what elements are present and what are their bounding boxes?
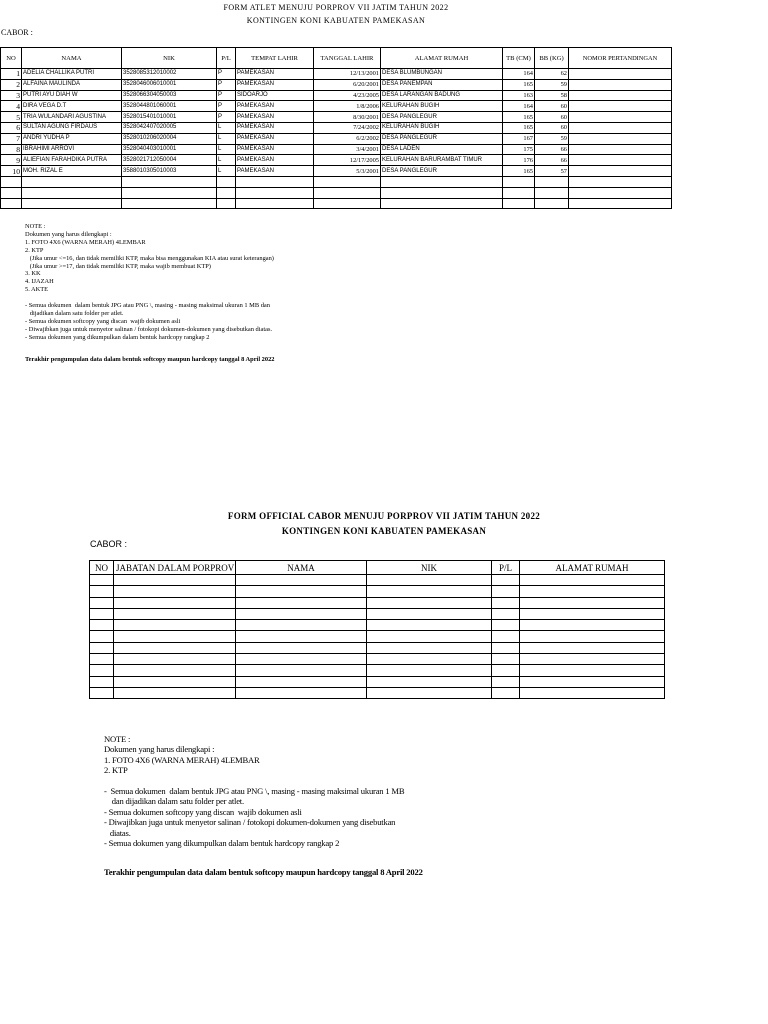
cell-tanggal-lahir: 12/17/2005 <box>314 155 381 166</box>
empty-cell <box>520 665 665 676</box>
empty-cell <box>535 187 569 198</box>
col-nama-header: NAMA <box>22 48 122 69</box>
empty-cell <box>367 665 492 676</box>
cell-nama: IBRAHIMI ARROVI <box>22 144 122 155</box>
empty-cell <box>236 631 367 642</box>
cell-pl: P <box>217 69 236 80</box>
official-col-nama-header: NAMA <box>236 561 367 575</box>
cell-nomor-pertandingan <box>569 166 672 177</box>
empty-cell <box>503 187 535 198</box>
empty-cell <box>492 586 520 597</box>
cell-alamat: KELURAHAN BUGIH <box>381 101 503 112</box>
table-row <box>1 79 672 90</box>
cell-tb: 165 <box>503 79 535 90</box>
empty-cell <box>236 620 367 631</box>
cell-tempat-lahir: PAMEKASAN <box>236 79 314 90</box>
empty-cell <box>236 642 367 653</box>
official-form-subtitle: KONTINGEN KONI KABUATEN PAMEKASAN <box>281 526 487 536</box>
cell-alamat: DESA BLUMBUNGAN <box>381 69 503 80</box>
cell-tb: 165 <box>503 122 535 133</box>
cell-nomor-pertandingan <box>569 69 672 80</box>
empty-cell <box>217 187 236 198</box>
empty-cell <box>114 586 236 597</box>
empty-cell <box>503 176 535 187</box>
col-bb-header: BB (KG) <box>535 48 569 69</box>
cell-nama: TRIA WULANDARI AGUSTINA <box>22 112 122 123</box>
official-col-nik-header: NIK <box>367 561 492 575</box>
empty-cell <box>492 676 520 687</box>
cell-bb: 59 <box>535 133 569 144</box>
empty-table-row <box>1 176 672 187</box>
cell-tempat-lahir: PAMEKASAN <box>236 155 314 166</box>
empty-cell <box>90 597 114 608</box>
cell-nama: ANDRI YUDHA P <box>22 133 122 144</box>
cell-nomor-pertandingan <box>569 155 672 166</box>
cell-alamat: DESA PANGLEGUR <box>381 112 503 123</box>
official-note: NOTE : Dokumen yang harus dilengkapi : 1. FOTO 4X6 (WARNA MERAH) 4LEMBAR 2. KTP - Semua dokumen dalam bentuk JPG atau PNG \, masing - masing maksimal ukuran 1 MB dan dijadikan dalam satu folder per atlet. - Semua dokumen softcopy yang discan wajib dokumen asli - Diwajibkan juga untuk menyetor salinan / fotokopi dokumen-dokumen yang disebutkan diatas. - Semua dokumen yang dikumpulkan dalam bentuk hardcopy rangkap 2 <box>104 734 405 849</box>
cell-nama: ALFAINA MAULINDA <box>22 79 122 90</box>
empty-cell <box>236 586 367 597</box>
empty-table-row <box>90 642 665 653</box>
empty-cell <box>314 198 381 209</box>
cell-nik: 3528085312010002 <box>122 69 217 80</box>
cell-alamat: KELURAHAN BARURAMBAT TIMUR <box>381 155 503 166</box>
empty-cell <box>535 198 569 209</box>
cell-tb: 175 <box>503 144 535 155</box>
col-nik-header: NIK <box>122 48 217 69</box>
table-row <box>1 155 672 166</box>
cell-tanggal-lahir: 12/13/2001 <box>314 69 381 80</box>
cell-pl: L <box>217 166 236 177</box>
empty-cell <box>367 575 492 586</box>
cell-tempat-lahir: PAMEKASAN <box>236 69 314 80</box>
cell-no: 9 <box>1 155 22 166</box>
empty-cell <box>314 187 381 198</box>
cell-tempat-lahir: PAMEKASAN <box>236 101 314 112</box>
empty-cell <box>520 597 665 608</box>
atlet-form-title: FORM ATLET MENUJU PORPROV VII JATIM TAHUN 2022 <box>223 3 449 12</box>
empty-cell <box>22 198 122 209</box>
cell-bb: 62 <box>535 69 569 80</box>
empty-cell <box>1 198 22 209</box>
cell-tb: 167 <box>503 133 535 144</box>
empty-cell <box>367 608 492 619</box>
table-row <box>1 112 672 123</box>
cell-tempat-lahir: PAMEKASAN <box>236 122 314 133</box>
empty-cell <box>492 631 520 642</box>
cell-nama: SULTAN AGUNG FIRDAUS <box>22 122 122 133</box>
cell-no: 5 <box>1 112 22 123</box>
cell-pl: P <box>217 112 236 123</box>
empty-cell <box>236 198 314 209</box>
cell-pl: L <box>217 144 236 155</box>
cell-nik: 3528046006010001 <box>122 79 217 90</box>
cell-tanggal-lahir: 1/8/2006 <box>314 101 381 112</box>
empty-table-row <box>90 620 665 631</box>
col-tanggal-lahir-header: TANGGAL LAHIR <box>314 48 381 69</box>
cell-alamat: DESA LARANGAN BADUNG <box>381 90 503 101</box>
cell-tanggal-lahir: 7/24/2002 <box>314 122 381 133</box>
cell-no: 3 <box>1 90 22 101</box>
empty-cell <box>367 676 492 687</box>
cell-bb: 66 <box>535 155 569 166</box>
cell-nomor-pertandingan <box>569 112 672 123</box>
empty-cell <box>236 665 367 676</box>
empty-cell <box>367 631 492 642</box>
empty-table-row <box>90 687 665 698</box>
empty-cell <box>114 575 236 586</box>
empty-cell <box>90 608 114 619</box>
empty-cell <box>569 198 672 209</box>
cell-tb: 164 <box>503 101 535 112</box>
cell-nama: ALIEFIAN FARAHDIKA PUTRA <box>22 155 122 166</box>
cell-nik: 3528044801060001 <box>122 101 217 112</box>
empty-cell <box>367 586 492 597</box>
empty-cell <box>236 597 367 608</box>
empty-cell <box>90 665 114 676</box>
empty-cell <box>492 575 520 586</box>
empty-cell <box>236 187 314 198</box>
cell-tanggal-lahir: 8/30/2001 <box>314 112 381 123</box>
empty-cell <box>520 642 665 653</box>
cell-nama: ADELIA CHALLIKA PUTRI <box>22 69 122 80</box>
cell-tanggal-lahir: 3/4/2001 <box>314 144 381 155</box>
empty-cell <box>367 597 492 608</box>
empty-cell <box>114 620 236 631</box>
official-form-title: FORM OFFICIAL CABOR MENUJU PORPROV VII JATIM TAHUN 2022 <box>227 511 541 521</box>
empty-cell <box>114 665 236 676</box>
empty-cell <box>520 654 665 665</box>
empty-table-row <box>90 586 665 597</box>
empty-cell <box>520 676 665 687</box>
cell-pl: L <box>217 155 236 166</box>
cell-tb: 165 <box>503 112 535 123</box>
cell-nama: MOH. RIZAL E <box>22 166 122 177</box>
empty-table-row <box>90 631 665 642</box>
cell-nomor-pertandingan <box>569 79 672 90</box>
empty-cell <box>314 176 381 187</box>
empty-cell <box>520 575 665 586</box>
cell-tb: 165 <box>503 166 535 177</box>
cell-nik: 3528010206020004 <box>122 133 217 144</box>
empty-cell <box>122 198 217 209</box>
table-row <box>1 90 672 101</box>
empty-cell <box>569 176 672 187</box>
empty-cell <box>236 676 367 687</box>
empty-cell <box>90 631 114 642</box>
empty-cell <box>520 608 665 619</box>
empty-cell <box>503 198 535 209</box>
empty-cell <box>90 620 114 631</box>
atlet-table-header-row <box>1 48 672 69</box>
empty-cell <box>122 187 217 198</box>
cell-nik: 3528042407020005 <box>122 122 217 133</box>
empty-cell <box>114 654 236 665</box>
official-cabor-label: CABOR : <box>90 539 128 549</box>
col-tempat-lahir-header: TEMPAT LAHIR <box>236 48 314 69</box>
cell-bb: 59 <box>535 79 569 90</box>
cell-bb: 66 <box>535 144 569 155</box>
cell-nomor-pertandingan <box>569 90 672 101</box>
cell-nomor-pertandingan <box>569 133 672 144</box>
col-no-header: NO <box>1 48 22 69</box>
cell-tempat-lahir: PAMEKASAN <box>236 112 314 123</box>
official-table-header-row <box>90 561 665 575</box>
table-row <box>1 101 672 112</box>
cell-tanggal-lahir: 6/20/2001 <box>314 79 381 90</box>
table-row <box>1 144 672 155</box>
empty-table-row <box>90 676 665 687</box>
empty-cell <box>492 687 520 698</box>
table-row <box>1 133 672 144</box>
cell-pl: P <box>217 90 236 101</box>
empty-cell <box>492 642 520 653</box>
cell-pl: L <box>217 122 236 133</box>
empty-cell <box>535 176 569 187</box>
cell-tb: 164 <box>503 69 535 80</box>
empty-table-row <box>90 608 665 619</box>
official-col-no-header: NO <box>90 561 114 575</box>
empty-cell <box>90 642 114 653</box>
cell-no: 1 <box>1 69 22 80</box>
empty-cell <box>367 642 492 653</box>
table-row <box>1 69 672 80</box>
cell-no: 4 <box>1 101 22 112</box>
empty-cell <box>114 631 236 642</box>
empty-cell <box>114 608 236 619</box>
empty-cell <box>236 654 367 665</box>
empty-cell <box>114 687 236 698</box>
cell-bb: 60 <box>535 122 569 133</box>
empty-cell <box>520 631 665 642</box>
cell-tanggal-lahir: 5/3/2001 <box>314 166 381 177</box>
empty-cell <box>381 187 503 198</box>
cell-alamat: DESA PANEMPAN <box>381 79 503 90</box>
cell-nik: 3588010305010003 <box>122 166 217 177</box>
empty-cell <box>569 187 672 198</box>
cell-nik: 3528040403010001 <box>122 144 217 155</box>
atlet-cabor-label: CABOR : <box>1 28 33 37</box>
empty-table-row <box>90 597 665 608</box>
official-deadline: Terakhir pengumpulan data dalam bentuk softcopy maupun hardcopy tanggal 8 April 2022 <box>104 867 423 877</box>
official-col-jabatan-header: JABATAN DALAM PORPROV <box>114 561 236 575</box>
cell-tanggal-lahir: 6/2/2002 <box>314 133 381 144</box>
cell-no: 7 <box>1 133 22 144</box>
empty-cell <box>122 176 217 187</box>
cell-bb: 60 <box>535 112 569 123</box>
empty-cell <box>492 665 520 676</box>
empty-cell <box>217 198 236 209</box>
cell-nomor-pertandingan <box>569 122 672 133</box>
cell-bb: 57 <box>535 166 569 177</box>
col-alamat-header: ALAMAT RUMAH <box>381 48 503 69</box>
empty-cell <box>90 586 114 597</box>
table-row <box>1 166 672 177</box>
cell-pl: P <box>217 79 236 90</box>
col-nomor-pertandingan-header: NOMOR PERTANDINGAN <box>569 48 672 69</box>
empty-cell <box>236 176 314 187</box>
cell-alamat: DESA LADEN <box>381 144 503 155</box>
empty-cell <box>492 597 520 608</box>
empty-table-row <box>1 198 672 209</box>
empty-cell <box>367 620 492 631</box>
cell-tempat-lahir: PAMEKASAN <box>236 166 314 177</box>
atlet-form-subtitle: KONTINGEN KONI KABUATEN PAMEKASAN <box>246 16 426 25</box>
cell-nik: 3528066304050003 <box>122 90 217 101</box>
empty-cell <box>1 187 22 198</box>
cell-tempat-lahir: SIDOARJO <box>236 90 314 101</box>
official-col-alamat-header: ALAMAT RUMAH <box>520 561 665 575</box>
empty-cell <box>90 654 114 665</box>
cell-alamat: DESA PANGLEGUR <box>381 133 503 144</box>
cell-pl: P <box>217 101 236 112</box>
empty-table-row <box>90 665 665 676</box>
empty-cell <box>492 608 520 619</box>
empty-cell <box>520 620 665 631</box>
cell-alamat: KELURAHAN BUGIH <box>381 122 503 133</box>
empty-table-row <box>1 187 672 198</box>
empty-table-row <box>90 654 665 665</box>
official-col-pl-header: P/L <box>492 561 520 575</box>
cell-nama: DIRA VEGA D.T <box>22 101 122 112</box>
empty-cell <box>114 676 236 687</box>
empty-cell <box>114 597 236 608</box>
cell-bb: 58 <box>535 90 569 101</box>
cell-bb: 60 <box>535 101 569 112</box>
empty-cell <box>22 187 122 198</box>
empty-cell <box>236 608 367 619</box>
empty-cell <box>22 176 122 187</box>
official-table <box>89 560 665 699</box>
cell-tanggal-lahir: 4/23/2005 <box>314 90 381 101</box>
cell-no: 6 <box>1 122 22 133</box>
empty-cell <box>492 654 520 665</box>
table-row <box>1 122 672 133</box>
empty-table-row <box>90 575 665 586</box>
cell-pl: L <box>217 133 236 144</box>
cell-nik: 3528015401010001 <box>122 112 217 123</box>
cell-alamat: DESA PANGLEGUR <box>381 166 503 177</box>
empty-cell <box>236 687 367 698</box>
empty-cell <box>520 687 665 698</box>
empty-cell <box>90 575 114 586</box>
col-pl-header: P/L <box>217 48 236 69</box>
cell-tempat-lahir: PAMEKASAN <box>236 133 314 144</box>
atlet-table <box>0 47 672 209</box>
empty-cell <box>492 620 520 631</box>
atlet-note: NOTE : Dokumen yang harus dilengkapi : 1. FOTO 4X6 (WARNA MERAH) 4LEMBAR 2. KTP (Jika umur <=16, dan tidak memiliki KTP, maka bisa menggunakan KIA atau surat keterangan) (Jika umur >=17, dan tidak memiliki KTP, maka wajib membuat KTP) 3. KK 4. IJAZAH 5. AKTE - Semua dokumen dalam bentuk JPG atau PNG \, masing - masing maksimal ukuran 1 MB dan dijadikan dalam satu folder per atlet. - Semua dokumen softcopy yang discan wajib dokumen asli - Diwajibkan juga untuk menyetor salinan / fotokopi dokumen-dokumen yang disebutkan diatas. - Semua dokumen yang dikumpulkan dalam bentuk hardcopy rangkap 2 <box>25 223 274 341</box>
cell-no: 10 <box>1 166 22 177</box>
empty-cell <box>217 176 236 187</box>
empty-cell <box>1 176 22 187</box>
cell-tb: 176 <box>503 155 535 166</box>
cell-nomor-pertandingan <box>569 144 672 155</box>
empty-cell <box>520 586 665 597</box>
atlet-deadline: Terakhir pengumpulan data dalam bentuk softcopy maupun hardcopy tanggal 8 April 2022 <box>25 356 275 363</box>
empty-cell <box>367 687 492 698</box>
empty-cell <box>236 575 367 586</box>
cell-nomor-pertandingan <box>569 101 672 112</box>
empty-cell <box>90 676 114 687</box>
cell-nik: 3528021712050004 <box>122 155 217 166</box>
cell-no: 8 <box>1 144 22 155</box>
cell-nama: PUTRI AYU DIAH W <box>22 90 122 101</box>
col-tb-header: TB (CM) <box>503 48 535 69</box>
empty-cell <box>381 176 503 187</box>
cell-no: 2 <box>1 79 22 90</box>
empty-cell <box>367 654 492 665</box>
cell-tempat-lahir: PAMEKASAN <box>236 144 314 155</box>
empty-cell <box>381 198 503 209</box>
cell-tb: 163 <box>503 90 535 101</box>
empty-cell <box>90 687 114 698</box>
empty-cell <box>114 642 236 653</box>
